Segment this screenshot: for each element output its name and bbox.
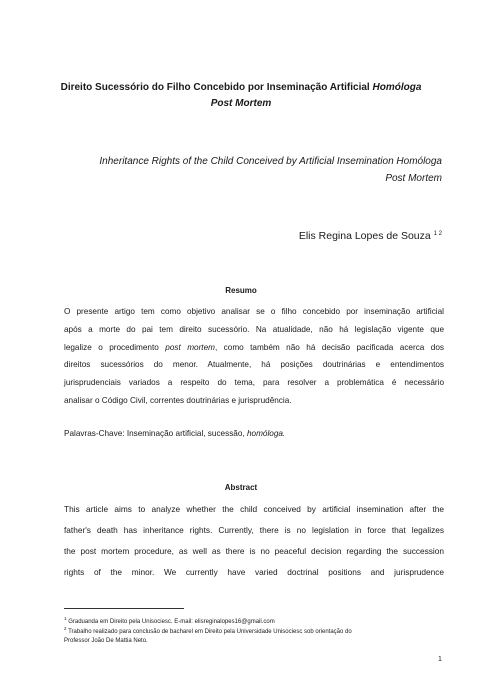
author-footnote-refs: 1 2 [433,231,442,237]
resumo-line: direitos sucessórios do menor. Atualmente, há posições doutrinárias e entendimentos [64,360,444,370]
keywords-italic: homóloga. [246,429,286,438]
keywords-label: Palavras-Chave: [64,429,125,438]
resumo-line: após a morte do pai tem direito sucessório. Na atualidade, não há legislação vigente que [64,324,444,334]
title-line-1: Direito Sucessório do Filho Concebido por Inseminação Artificial [60,82,370,93]
resumo-line: legalize o procedimento post mortem, como também não há decisão pacificada acerca dos [64,342,445,352]
title-line-2: Post Mortem [210,98,272,109]
abstract-line: rights of the minor. We currently have varied doctrinal positions and jurisprudence [64,567,444,577]
footnote-2-continued: Professor João De Mattia Neto. [64,638,148,644]
keywords-text: Inseminação artificial, sucessão, [126,429,245,438]
abstract-line: This article aims to analyze whether the child conceived by artificial insemination after the [64,504,444,514]
english-title [42,153,442,187]
footnote-separator [64,608,184,609]
resumo-paragraph [64,303,444,410]
resumo-line: analisar o Código Civil, correntes doutrinárias e jurisprudência. [64,395,292,405]
italic-term: post mortem [165,342,215,352]
resumo-line: jurisprudenciais variados a respeito do tema, para resolver a problemática é necessário [64,378,444,388]
author-name: Elis Regina Lopes de Souza $^{1 2}$ [298,230,442,242]
footnote-2: $^2$ Trabalho realizado para conclusão de bacharel em Direito pela Universidade Unisociesc sob orientação do Professor João De Mattia Neto. [64,626,352,644]
english-title-line-2: Post Mortem [385,173,442,184]
abstract-line: father's death has inheritance rights. Currently, there is no legislation in force that legalizes [64,525,444,535]
page-number: 1 [438,656,442,663]
document-title [60,80,422,112]
abstract-line: the post mortem procedure, as well as there is no peaceful decision regarding the succession [64,546,444,556]
abstract-paragraph [64,499,444,583]
english-title-line-1: Inheritance Rights of the Child Conceived by Artificial Insemination Homóloga [99,156,442,167]
title-italic-word: Homóloga [372,82,422,93]
abstract-heading: Abstract [224,483,258,492]
resumo-line: O presente artigo tem como objetivo analisar se o filho concebido por inseminação artificial [64,307,444,316]
resumo-heading: Resumo [225,286,257,295]
keywords [64,429,285,438]
footnote-1: $^1$ Graduanda em Direito pela Unisociesc. E-mail: elisreginalopes16@gmail.com [64,616,275,625]
